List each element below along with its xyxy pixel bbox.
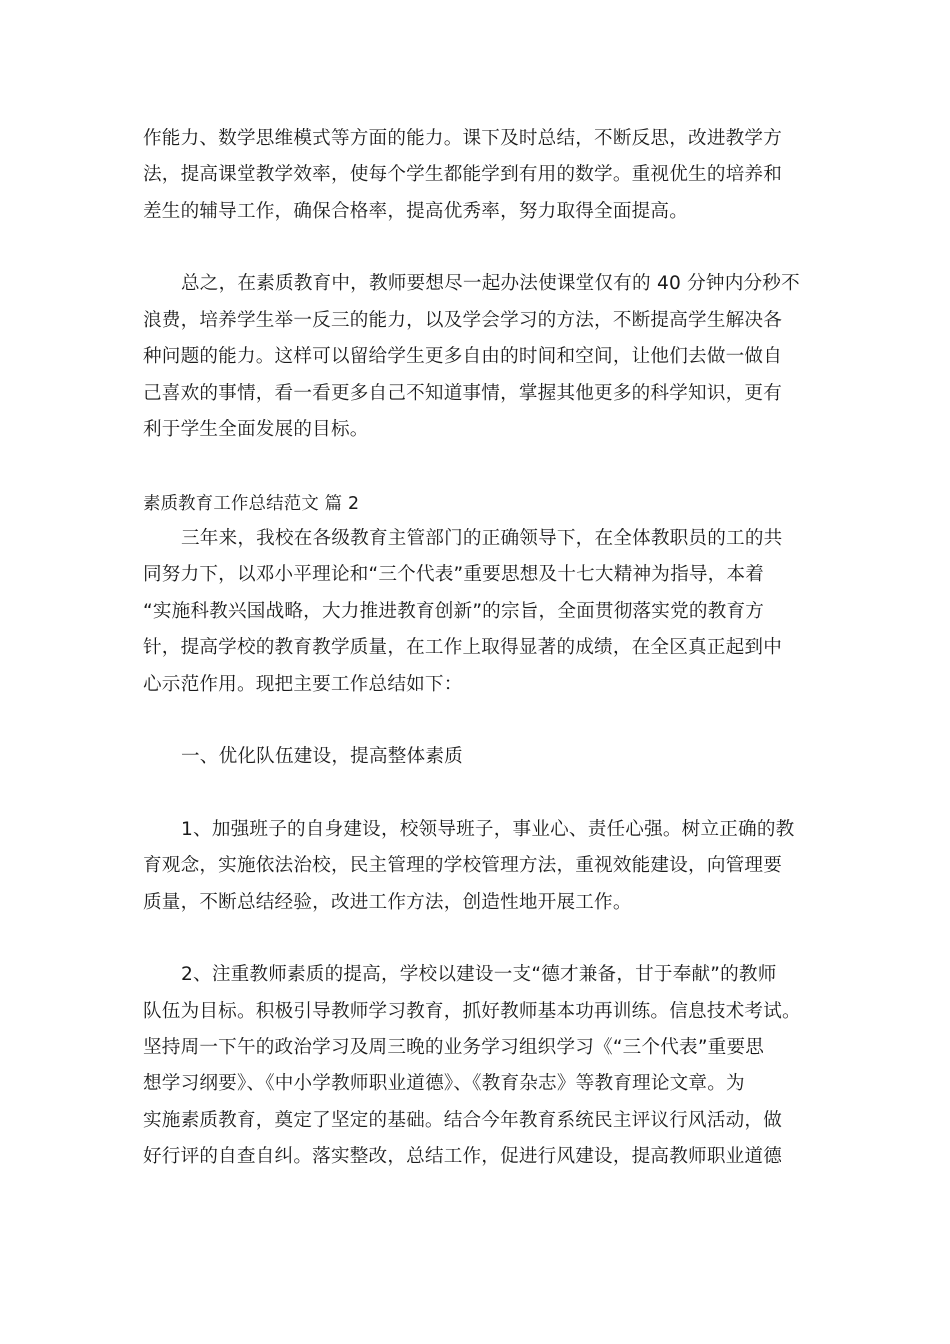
subsection-heading: 一、优化队伍建设，提高整体素质 [181, 746, 463, 767]
paragraph-line: 队伍为目标。积极引导教师学习教育，抓好教师基本功再训练。信息技术考试。 [143, 1001, 801, 1022]
section-heading: 素质教育工作总结范文 篇 2 [143, 494, 360, 514]
paragraph-line: 同努力下，以邓小平理论和“三个代表”重要思想及十七大精神为指导，本着 [143, 564, 765, 585]
paragraph-line: 心示范作用。现把主要工作总结如下： [143, 674, 463, 695]
paragraph-line: “实施科教兴国战略，大力推进教育创新”的宗旨，全面贯彻落实党的教育方 [143, 601, 765, 622]
paragraph-line: 好行评的自查自纠。落实整改，总结工作，促进行风建设，提高教师职业道德 [143, 1146, 782, 1167]
paragraph-line: 1、加强班子的自身建设，校领导班子，事业心、责任心强。树立正确的教 [181, 819, 795, 840]
paragraph-line: 想学习纲要》、《中小学教师职业道德》、《教育杂志》等教育理论文章。为 [143, 1073, 745, 1094]
paragraph-line: 总之，在素质教育中，教师要想尽一起办法使课堂仅有的 40 分钟内分秒不 [181, 273, 800, 294]
paragraph-line: 实施素质教育，奠定了坚定的基础。结合今年教育系统民主评议行风活动，做 [143, 1110, 782, 1131]
paragraph-line: 针，提高学校的教育教学质量，在工作上取得显著的成绩，在全区真正起到中 [143, 637, 782, 658]
paragraph-line: 2、注重教师素质的提高，学校以建设一支“德才兼备，甘于奉献”的教师 [181, 964, 777, 985]
paragraph-line: 坚持周一下午的政治学习及周三晚的业务学习组织学习《“三个代表”重要思 [143, 1037, 765, 1058]
paragraph-line: 利于学生全面发展的目标。 [143, 419, 369, 440]
paragraph-line: 质量，不断总结经验，改进工作方法，创造性地开展工作。 [143, 892, 632, 913]
paragraph-line: 法，提高课堂教学效率，使每个学生都能学到有用的数学。重视优生的培养和 [143, 164, 782, 185]
paragraph-line: 差生的辅导工作，确保合格率，提高优秀率，努力取得全面提高。 [143, 201, 689, 222]
paragraph-line: 作能力、数学思维模式等方面的能力。课下及时总结，不断反思，改进教学方 [143, 128, 782, 149]
paragraph-line: 浪费，培养学生举一反三的能力，以及学会学习的方法，不断提高学生解决各 [143, 310, 782, 331]
paragraph-line: 己喜欢的事情，看一看更多自己不知道事情，掌握其他更多的科学知识，更有 [143, 383, 782, 404]
paragraph-line: 种问题的能力。这样可以留给学生更多自由的时间和空间，让他们去做一做自 [143, 346, 782, 367]
paragraph-line: 育观念，实施依法治校，民主管理的学校管理方法，重视效能建设，向管理要 [143, 855, 782, 876]
paragraph-line: 三年来，我校在各级教育主管部门的正确领导下，在全体教职员的工的共 [181, 528, 783, 549]
